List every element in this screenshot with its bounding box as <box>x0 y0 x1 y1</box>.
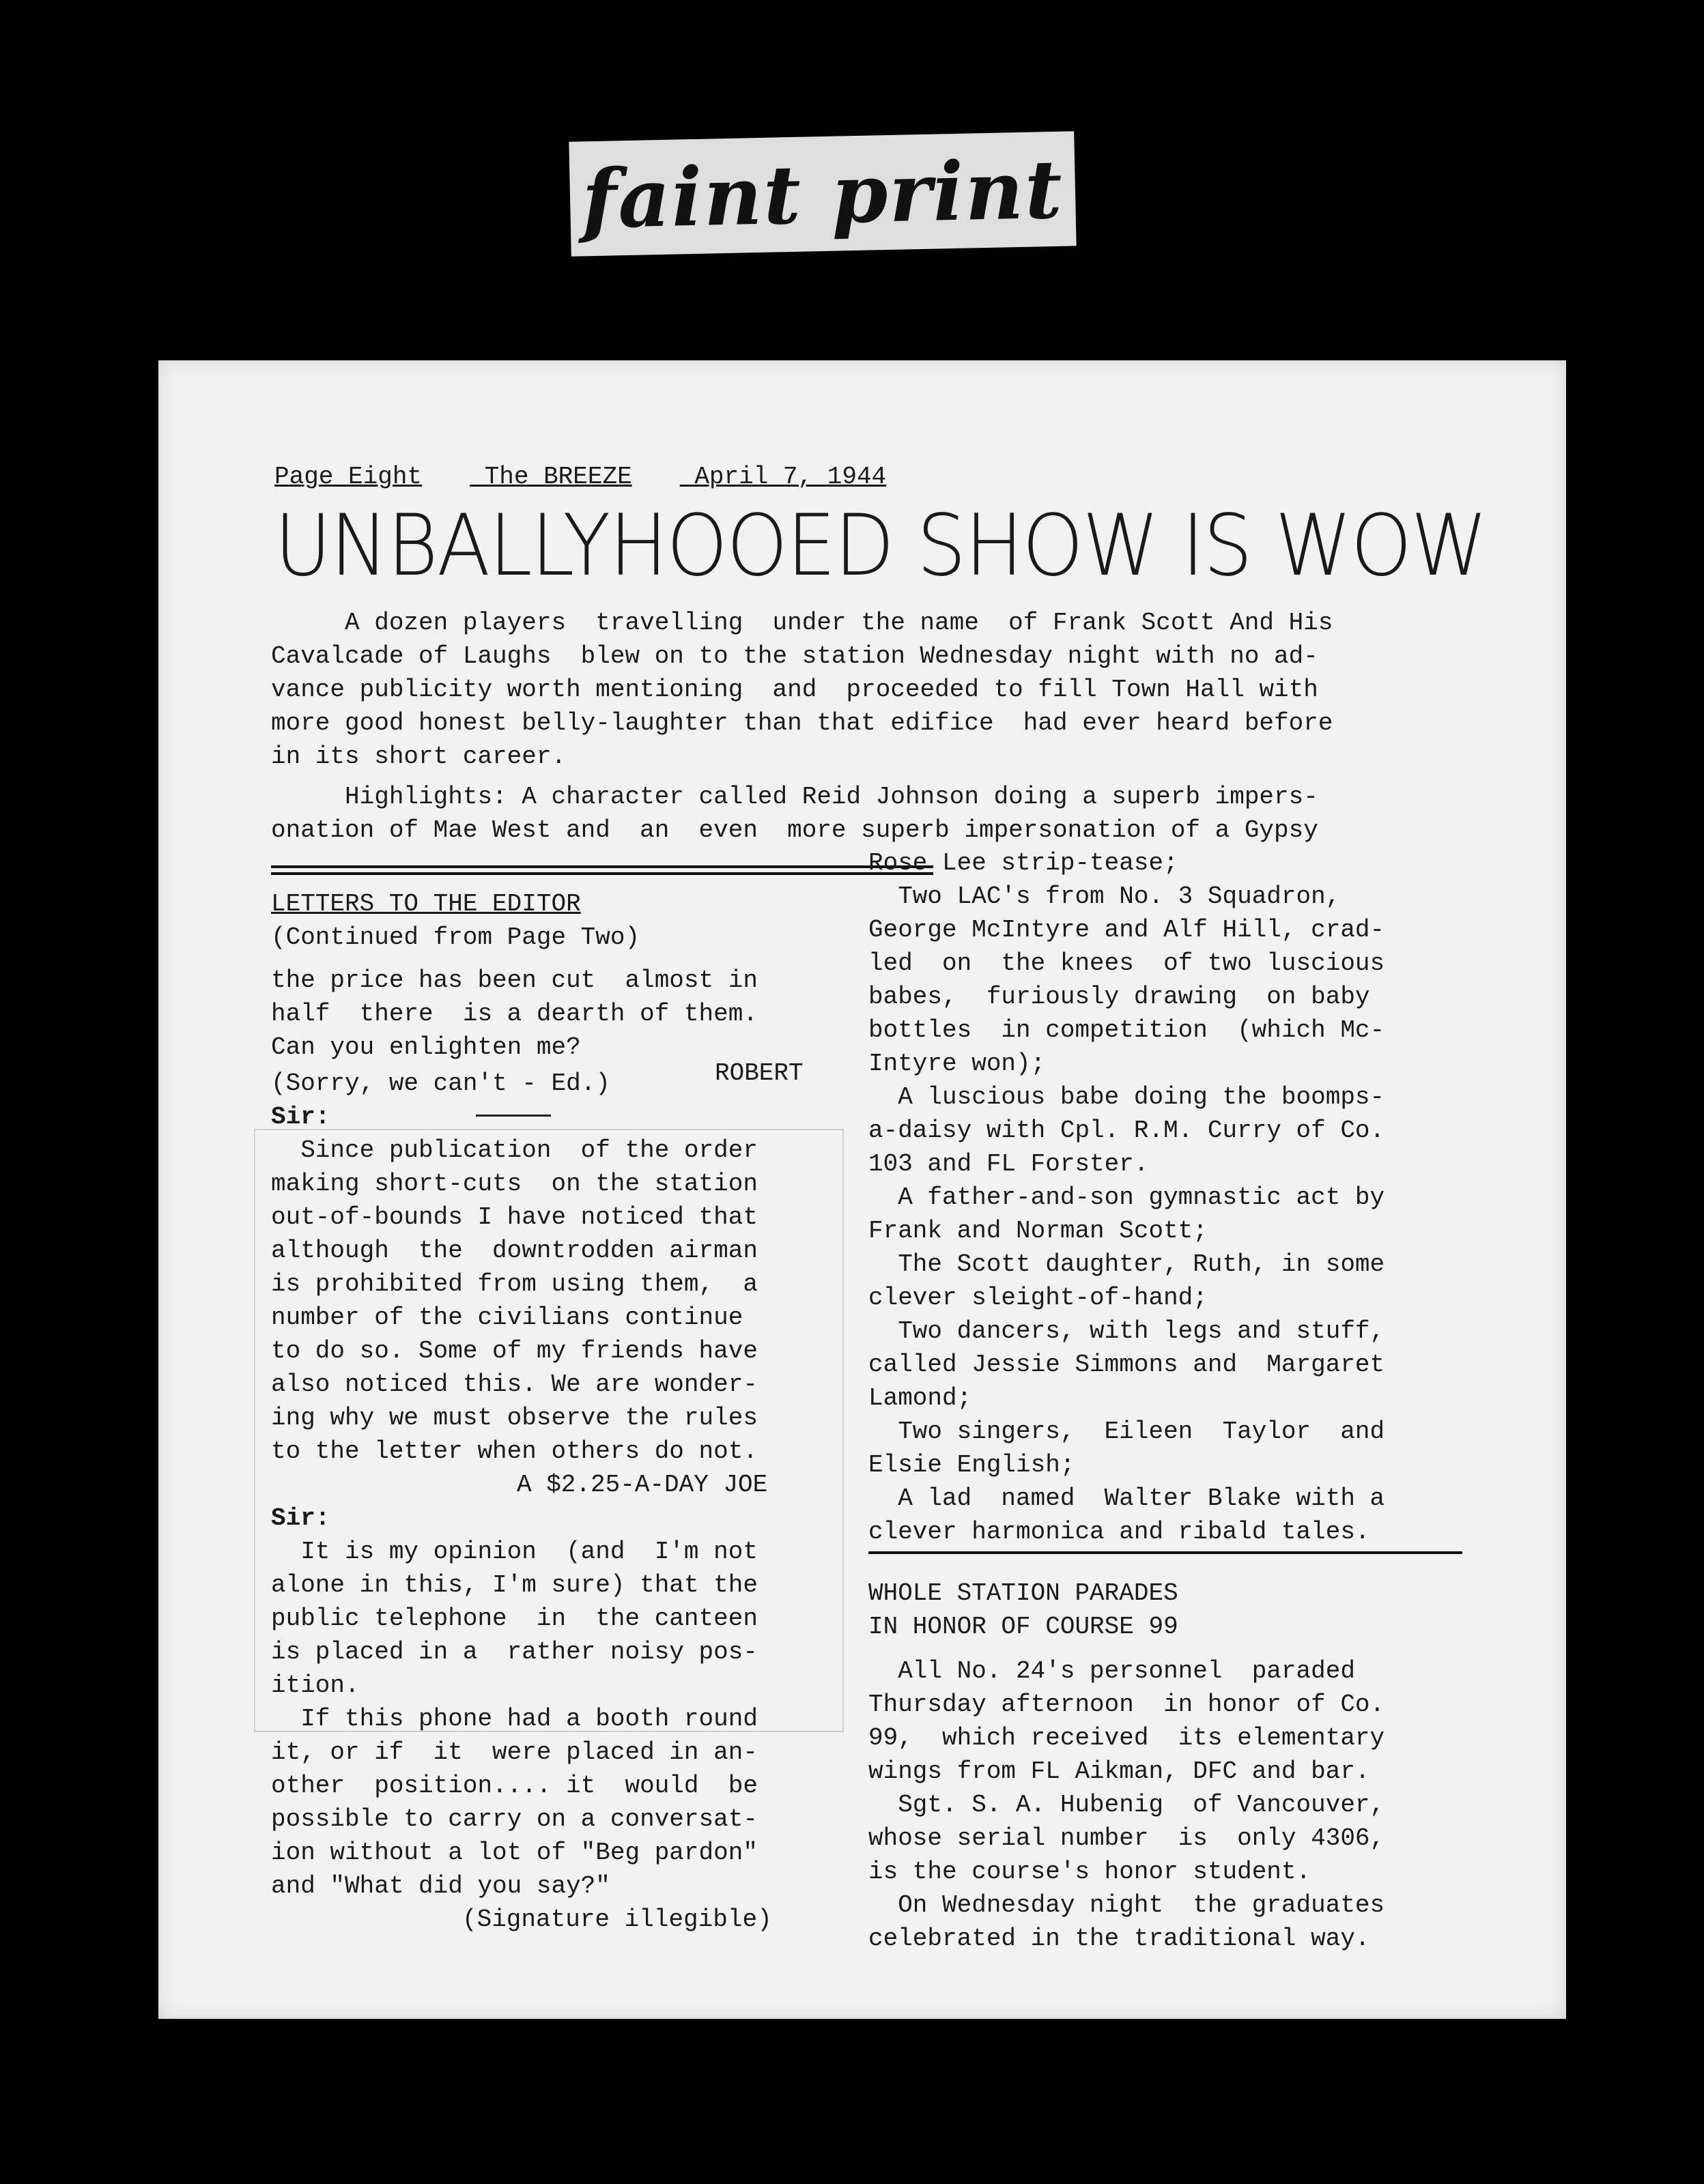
text-line: more good honest belly-laughter than that edifice had ever heard before <box>271 709 1333 737</box>
text-line: (Sorry, we can't - Ed.) <box>271 1069 610 1097</box>
section-rule <box>868 1551 1462 1554</box>
text-line: it, or if it were placed in an- <box>271 1738 758 1766</box>
faint-print-label <box>569 131 1076 256</box>
letters-title: LETTERS TO THE EDITOR <box>271 890 581 918</box>
text-line: Two singers, Eileen Taylor and <box>868 1418 1385 1446</box>
text-line: public telephone in the canteen <box>271 1605 758 1633</box>
text-line: Lamond; <box>868 1384 972 1412</box>
page-number: Page Eight <box>274 463 423 491</box>
letter-signature: ROBERT <box>715 1059 804 1087</box>
text-line: Frank and Norman Scott; <box>868 1217 1208 1245</box>
text-line: A luscious babe doing the boomps- <box>868 1083 1385 1111</box>
text-line: A dozen players travelling under the name of Frank Scott And His <box>271 609 1333 637</box>
text-line: Two dancers, with legs and stuff, <box>868 1317 1385 1345</box>
column-divider-rule <box>271 872 933 875</box>
text-line: out-of-bounds I have noticed that <box>271 1203 758 1231</box>
text-line: led on the knees of two luscious <box>868 949 1385 977</box>
text-line: to do so. Some of my friends have <box>271 1337 758 1365</box>
text-line: A lad named Walter Blake with a <box>868 1484 1385 1512</box>
text-line: babes, furiously drawing on baby <box>868 983 1370 1011</box>
text-line: wings from FL Aikman, DFC and bar. <box>868 1757 1370 1785</box>
text-line: Highlights: A character called Reid Johnson doing a superb impers- <box>271 783 1318 811</box>
text-line: vance publicity worth mentioning and proceeded to fill Town Hall with <box>271 676 1318 704</box>
text-line: 103 and FL Forster. <box>868 1150 1149 1178</box>
text-line: Elsie English; <box>868 1451 1075 1479</box>
separator-rule <box>476 1115 551 1117</box>
text-line: celebrated in the traditional way. <box>868 1925 1370 1953</box>
text-line: alone in this, I'm sure) that the <box>271 1571 758 1599</box>
column-divider-rule <box>271 865 933 868</box>
text-line: called Jessie Simmons and Margaret <box>868 1351 1385 1379</box>
letters-column <box>271 887 772 1936</box>
text-line: If this phone had a booth round <box>271 1705 758 1733</box>
text-line: It is my opinion (and I'm not <box>271 1538 758 1566</box>
salutation: Sir: <box>271 1103 330 1131</box>
letter-signature: (Signature illegible) <box>462 1906 772 1934</box>
text-line: to the letter when others do not. <box>271 1437 758 1465</box>
text-line: other position.... it would be <box>271 1772 758 1800</box>
parade-story <box>868 1577 1384 1955</box>
text-line: All No. 24's personnel paraded <box>868 1657 1355 1685</box>
text-line: 99, which received its elementary <box>868 1724 1385 1752</box>
text-line: Rose Lee strip-tease; <box>868 849 1178 877</box>
text-line: making short-cuts on the station <box>271 1170 758 1198</box>
faint-print-text: faint print <box>580 141 1064 246</box>
text-line: half there is a dearth of them. <box>271 1000 758 1028</box>
text-line: A father-and-son gymnastic act by <box>868 1183 1385 1211</box>
text-line: Can you enlighten me? <box>271 1033 581 1061</box>
text-line: is prohibited from using them, a <box>271 1270 758 1298</box>
text-line: ition. <box>271 1671 360 1699</box>
text-line: George McIntyre and Alf Hill, crad- <box>868 916 1385 944</box>
text-line: in its short career. <box>271 743 567 771</box>
salutation: Sir: <box>271 1504 330 1532</box>
paper-name: The BREEZE <box>484 463 632 491</box>
text-line: On Wednesday night the graduates <box>868 1891 1385 1919</box>
text-line: ion without a lot of "Beg pardon" <box>271 1839 758 1867</box>
text-line: also noticed this. We are wonder- <box>271 1370 758 1398</box>
text-line: onation of Mae West and an even more superb impersonation of a Gypsy <box>271 816 1318 844</box>
issue-date: April 7, 1944 <box>694 463 887 491</box>
text-line: a-daisy with Cpl. R.M. Curry of Co. <box>868 1117 1385 1145</box>
text-line: ing why we must observe the rules <box>271 1404 758 1432</box>
text-line: Intyre won); <box>868 1050 1046 1078</box>
text-line: clever harmonica and ribald tales. <box>868 1518 1370 1546</box>
text-line: Sgt. S. A. Hubenig of Vancouver, <box>868 1791 1385 1819</box>
page-header <box>274 463 934 491</box>
letters-subtitle: (Continued from Page Two) <box>271 923 640 951</box>
text-line: and "What did you say?" <box>271 1872 610 1900</box>
highlights-paragraph <box>271 780 1318 847</box>
text-line: possible to carry on a conversat- <box>271 1805 758 1833</box>
text-line: the price has been cut almost in <box>271 966 758 994</box>
text-line: clever sleight-of-hand; <box>868 1284 1208 1312</box>
text-line: Since publication of the order <box>271 1136 758 1164</box>
intro-paragraph <box>271 606 1333 773</box>
text-line: whose serial number is only 4306, <box>868 1824 1385 1852</box>
newspaper-page <box>158 360 1566 2019</box>
parade-title: IN HONOR OF COURSE 99 <box>868 1613 1178 1641</box>
text-line: although the downtrodden airman <box>271 1237 758 1265</box>
text-line: is the course's honor student. <box>868 1858 1311 1886</box>
text-line: The Scott daughter, Ruth, in some <box>868 1250 1385 1278</box>
text-line: Thursday afternoon in honor of Co. <box>868 1691 1385 1719</box>
text-line: number of the civilians continue <box>271 1304 743 1332</box>
text-line: is placed in a rather noisy pos- <box>271 1638 758 1666</box>
headline: UNBALLYHOOED SHOW IS WOW <box>274 497 1487 595</box>
letter-signature: A $2.25-A-DAY JOE <box>517 1471 768 1499</box>
text-line: bottles in competition (which Mc- <box>868 1016 1385 1044</box>
text-line: Two LAC's from No. 3 Squadron, <box>868 882 1341 910</box>
parade-title: WHOLE STATION PARADES <box>868 1579 1178 1607</box>
acts-column <box>868 846 1384 1549</box>
text-line: Cavalcade of Laughs blew on to the station Wednesday night with no ad- <box>271 642 1318 670</box>
